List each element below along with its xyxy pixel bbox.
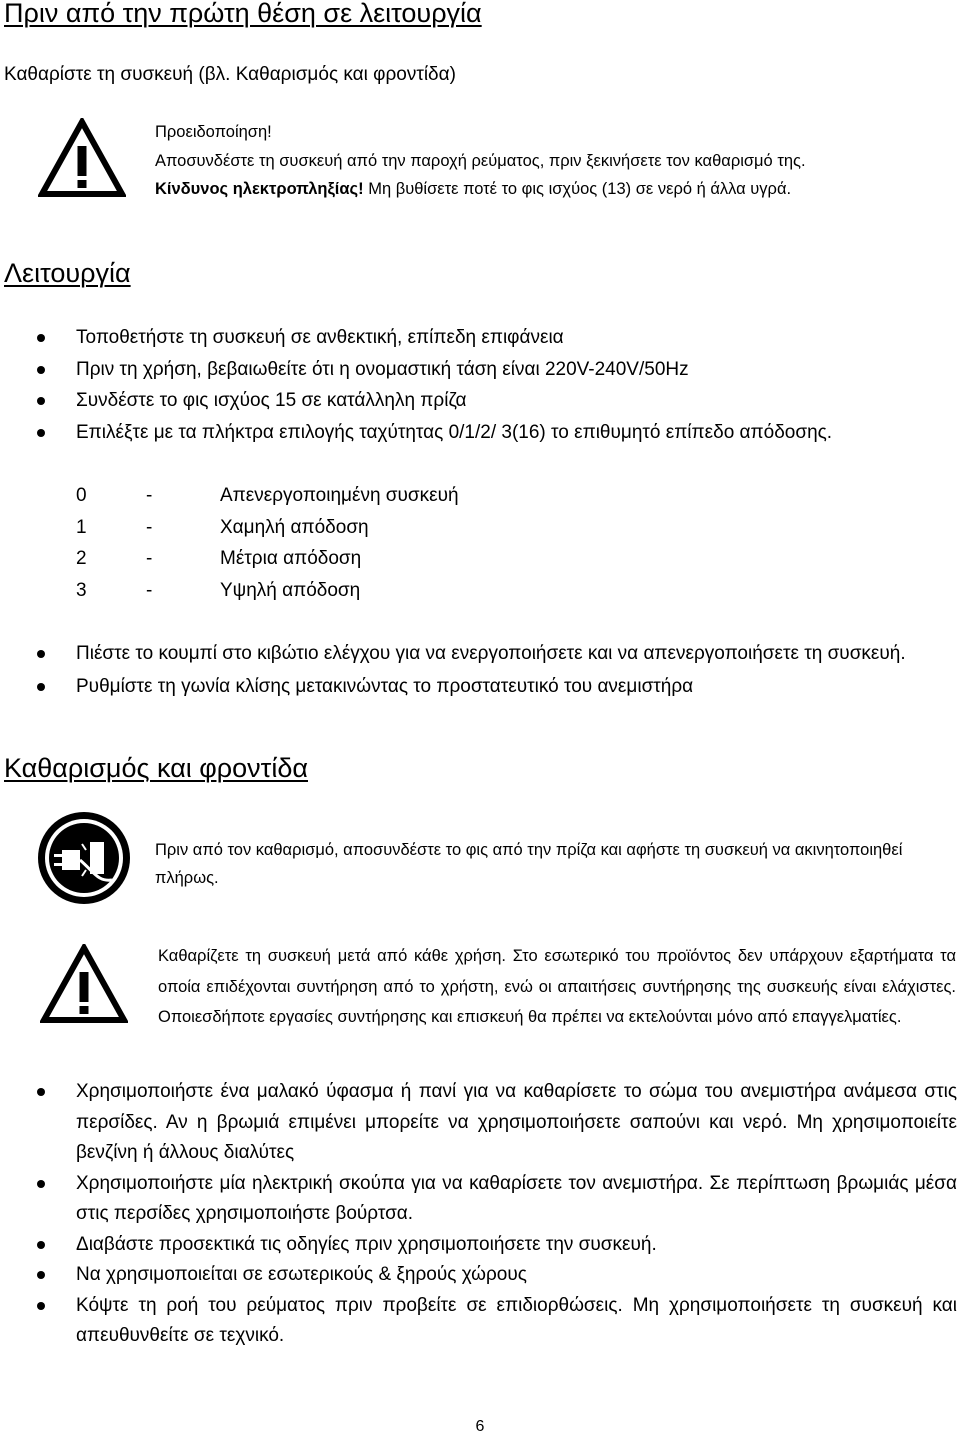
bullet-icon	[37, 429, 45, 437]
list-item: Χρησιμοποιήστε ένα μαλακό ύφασμα ή πανί για να καθαρίσετε το σώμα του ανεμιστήρα ανάμεσα στις περσίδες. Αν η βρωμιά επιμένει μπορείτε να χρησιμοποιήσετε σαπούνι και νερό. Μη χρησιμοποιείτε βενζίνη ή άλλους διαλύτες	[0, 1077, 957, 1169]
bullet-icon	[37, 1271, 45, 1279]
list-item: Τοποθετήστε τη συσκευή σε ανθεκτική, επίπεδη επιφάνεια	[0, 323, 900, 355]
page-number: 6	[475, 1418, 485, 1435]
section-title-before-first-use: Πριν από την πρώτη θέση σε λειτουργία	[4, 0, 482, 28]
list-item: Πριν τη χρήση, βεβαιωθείτε ότι η ονομαστική τάση είναι 220V-240V/50Hz	[0, 355, 900, 387]
warning-block	[155, 118, 955, 204]
warning-line1: Αποσυνδέστε τη συσκευή από την παροχή ρεύματος, πριν ξεκινήσετε τον καθαρισμό της.	[155, 151, 806, 170]
speed-levels-table	[76, 480, 576, 606]
intro-text: Καθαρίστε τη συσκευή (βλ. Καθαρισμός και φροντίδα)	[4, 64, 456, 85]
bullet-icon	[37, 1088, 45, 1096]
bullet-icon	[37, 683, 45, 691]
list-item: Κόψτε τη ροή του ρεύματος πριν προβείτε σε επιδιορθώσεις. Μη χρησιμοποιήσετε τη συσκευή και απευθυνθείτε σε τεχνικό.	[0, 1291, 957, 1352]
list-item: Χρησιμοποιήστε μία ηλεκτρική σκούπα για να καθαρίσετε τον ανεμιστήρα. Σε περίπτωση βρωμιάς μέσα στις περσίδες χρησιμοποιήστε βούρτσα.	[0, 1169, 957, 1230]
warning-line2	[155, 175, 955, 204]
bullet-icon	[37, 1241, 45, 1249]
list-item: Να χρησιμοποιείται σε εσωτερικούς & ξηρούς χώρους	[0, 1260, 957, 1291]
list-item: Διαβάστε προσεκτικά τις οδηγίες πριν χρησιμοποιήσετε την συσκευή.	[0, 1230, 957, 1261]
warning-line2-text: Μη βυθίσετε ποτέ το φις ισχύος (13) σε νερό ή άλλα υγρά.	[363, 180, 792, 198]
shock-hazard-label: Κίνδυνος ηλεκτροπληξίας!	[155, 180, 364, 198]
list-item: Πιέστε το κουμπί στο κιβώτιο ελέγχου για να ενεργοποιήσετε και να απενεργοποιήσετε τη συσκευή.	[0, 639, 955, 669]
list-item: Συνδέστε το φις ισχύος 15 σε κατάλληλη πρίζα	[0, 386, 900, 418]
bullet-icon	[37, 334, 45, 342]
section-title-cleaning: Καθαρισμός και φροντίδα	[4, 753, 308, 783]
list-item: Επιλέξτε με τα πλήκτρα επιλογής ταχύτητας 0/1/2/ 3(16) το επιθυμητό επίπεδο απόδοσης.	[0, 418, 900, 450]
operation-bullet-list	[0, 323, 900, 449]
section-title-operation: Λειτουργία	[4, 258, 131, 288]
unplug-icon	[36, 810, 132, 906]
warning-label: Προειδοποίηση!	[155, 123, 272, 141]
operation-bullet-list-2	[0, 639, 955, 702]
bullet-icon	[37, 1180, 45, 1188]
bullet-icon	[37, 1302, 45, 1310]
bullet-icon	[37, 366, 45, 374]
warning-triangle-icon	[38, 118, 126, 198]
unplug-note: Πριν από τον καθαρισμό, αποσυνδέστε το φις από την πρίζα και αφήστε τη συσκευή να ακινητοποιηθεί πλήρως.	[155, 841, 903, 887]
speed-level-row: 0 - Απενεργοποιημένη συσκευή	[76, 485, 459, 506]
maintenance-note: Καθαρίζετε τη συσκευή μετά από κάθε χρήση. Στο εσωτερικό του προϊόντος δεν υπάρχουν εξαρτήματα τα οποία επιδέχονται συντήρηση από το χρήστη, ενώ οι απαιτήσεις συντήρησης της συσκευής είναι ελάχιστες. Οποιεσδήποτε εργασίες συντήρησης και επισκευή θα πρέπει να εκτελούνται μόνο από επαγγελματίες.	[158, 947, 956, 1026]
warning-triangle-icon	[40, 944, 128, 1024]
bullet-icon	[37, 650, 45, 658]
speed-level-row: 2 - Μέτρια απόδοση	[76, 548, 362, 569]
speed-level-row: 3 - Υψηλή απόδοση	[76, 579, 361, 601]
list-item: Ρυθμίστε τη γωνία κλίσης μετακινώντας το προστατευτικό του ανεμιστήρα	[0, 672, 955, 702]
speed-level-row: 1 - Χαμηλή απόδοση	[76, 516, 369, 538]
cleaning-bullet-list	[0, 1077, 957, 1352]
bullet-icon	[37, 397, 45, 405]
